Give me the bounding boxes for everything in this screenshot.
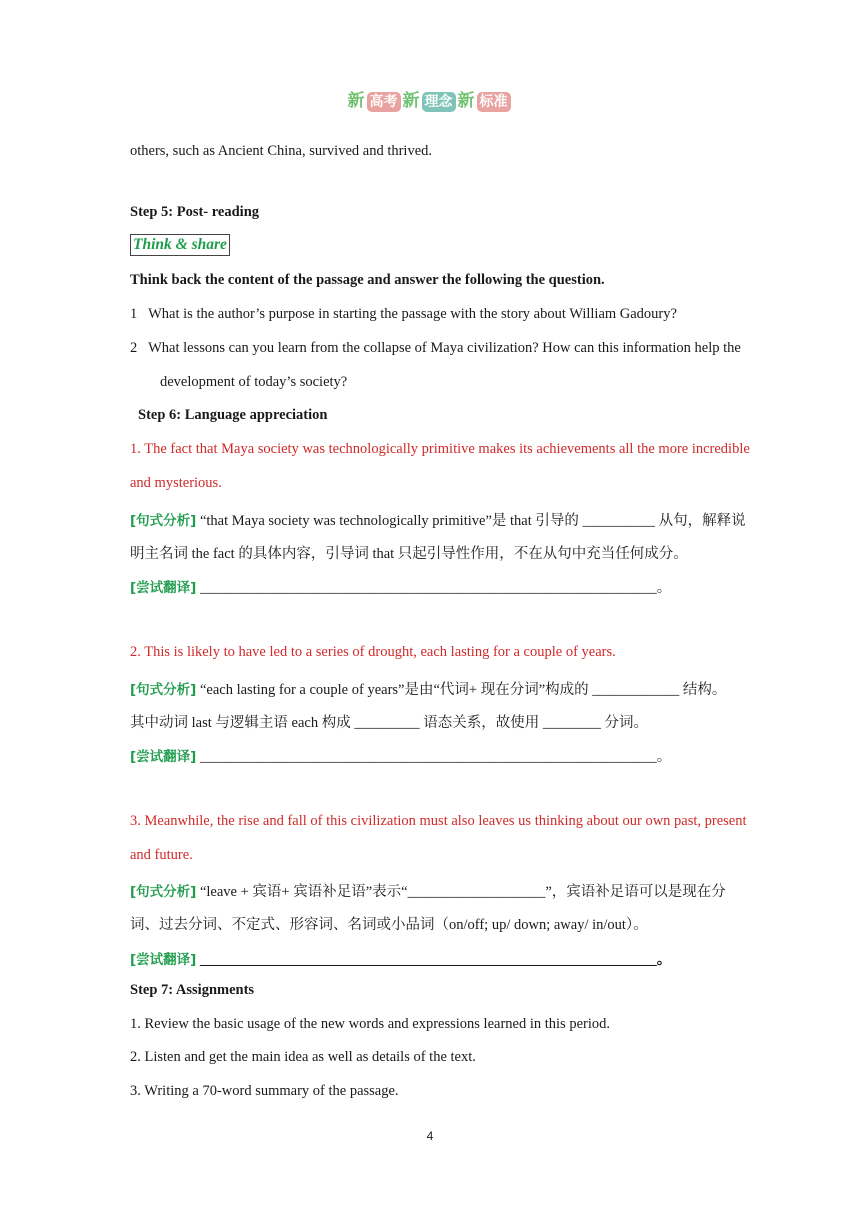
translate-label: [尝试翻译] bbox=[130, 749, 197, 765]
logo-part: 新 bbox=[347, 91, 365, 111]
translate-blank: _______________________________________________________________。 bbox=[199, 580, 672, 596]
sentence: and future. bbox=[130, 847, 193, 863]
instruction: Think back the content of the passage and answer the following the question. bbox=[130, 272, 605, 288]
analysis-text: “each lasting for a couple of years”是由“代词+ 现在分词”构成的 ____________ 结构。 bbox=[199, 682, 727, 698]
logo-part: 新 bbox=[402, 91, 420, 111]
header-logo bbox=[0, 86, 860, 112]
analysis-line: 词、过去分词、不定式、形容词、名词或小品词（on/off; up/ down; away/ in/out）。 bbox=[130, 917, 648, 933]
sentence: and mysterious. bbox=[130, 475, 222, 491]
sentence: 3. Meanwhile, the rise and fall of this civilization must also leaves us thinking about our own past, present bbox=[130, 813, 747, 829]
translate-line bbox=[130, 948, 671, 969]
translate-line bbox=[130, 745, 671, 766]
logo-part: 理念 bbox=[422, 92, 456, 112]
sentence: 2. This is likely to have led to a series of drought, each lasting for a couple of years. bbox=[130, 644, 616, 660]
analysis-line: 其中动词 last 与逻辑主语 each 构成 _________ 语态关系，故使用 ________ 分词。 bbox=[130, 715, 648, 731]
translate-label: [尝试翻译] bbox=[130, 952, 197, 968]
logo-part: 高考 bbox=[367, 92, 401, 112]
analysis-text: “leave + 宾语+ 宾语补足语”表示“___________________”，宾语补足语可以是现在分 bbox=[199, 884, 726, 900]
logo-part: 标准 bbox=[477, 92, 511, 112]
analysis-label: [句式分析] bbox=[130, 682, 197, 698]
question: 2 What lessons can you learn from the collapse of Maya civilization? How can this information help the bbox=[130, 340, 741, 356]
analysis-line bbox=[130, 880, 726, 901]
assignment-item: 1. Review the basic usage of the new words and expressions learned in this period. bbox=[130, 1016, 610, 1032]
analysis-line bbox=[130, 509, 746, 530]
translate-line bbox=[130, 576, 671, 597]
think-share-box: Think & share bbox=[130, 234, 230, 256]
step-heading: Step 7: Assignments bbox=[130, 982, 255, 998]
question: 1 What is the author’s purpose in starting the passage with the story about William Gadoury? bbox=[130, 306, 677, 322]
page-number: 4 bbox=[426, 1129, 434, 1143]
translate-blank: _______________________________________________________________。 bbox=[199, 952, 672, 968]
analysis-line: 明主名词 the fact 的具体内容，引导词 that 只起引导性作用，不在从句中充当任何成分。 bbox=[130, 546, 688, 562]
analysis-line bbox=[130, 678, 726, 699]
analysis-label: [句式分析] bbox=[130, 513, 197, 529]
translate-label: [尝试翻译] bbox=[130, 580, 197, 596]
sentence: 1. The fact that Maya society was technologically primitive makes its achievements all the more incredible bbox=[130, 441, 750, 457]
assignment-item: 3. Writing a 70-word summary of the passage. bbox=[130, 1083, 399, 1099]
analysis-label: [句式分析] bbox=[130, 884, 197, 900]
step-heading: Step 5: Post- reading bbox=[130, 204, 260, 220]
assignment-item: 2. Listen and get the main idea as well as details of the text. bbox=[130, 1049, 476, 1065]
translate-blank: _______________________________________________________________。 bbox=[199, 749, 672, 765]
step-heading: Step 6: Language appreciation bbox=[138, 407, 328, 423]
logo-part: 新 bbox=[457, 91, 475, 111]
analysis-text: “that Maya society was technologically primitive”是 that 引导的 __________ 从句，解释说 bbox=[199, 513, 746, 529]
paragraph-line: others, such as Ancient China, survived and thrived. bbox=[130, 143, 433, 159]
question-continued: development of today’s society? bbox=[160, 374, 348, 390]
